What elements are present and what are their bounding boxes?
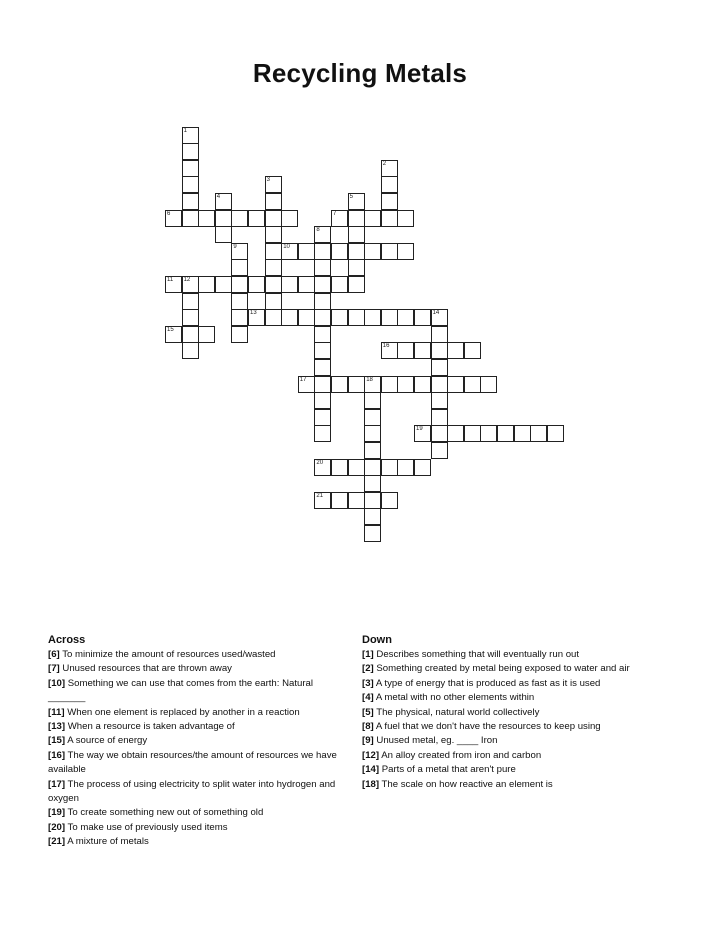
cell-number: 8 [316,227,320,234]
across-clue [48,662,348,676]
grid-cell[interactable] [381,459,398,476]
cell-number: 2 [382,160,387,167]
grid-cell[interactable] [397,210,414,227]
grid-cell[interactable] [314,492,331,509]
clue-number: [8] [362,721,374,733]
page-title: Recycling Metals [252,58,468,88]
grid-cell[interactable] [165,210,182,227]
grid-cell[interactable] [381,176,398,193]
clue-number: [5] [362,706,374,718]
grid-cell[interactable] [447,425,464,442]
grid-cell[interactable] [298,309,315,326]
grid-cell[interactable] [231,293,248,310]
clue-text: The scale on how reactive an element is [379,778,553,790]
grid-cell[interactable] [198,210,215,227]
clue-number: [2] [362,663,374,675]
cell-number: 21 [316,492,324,499]
grid-cell[interactable] [414,459,431,476]
grid-cell[interactable] [348,459,365,476]
grid-cell[interactable] [414,376,431,393]
grid-cell[interactable] [364,459,381,476]
grid-cell[interactable] [182,293,199,310]
grid-cell[interactable] [281,243,298,260]
cell-number: 6 [167,210,171,217]
grid-cell[interactable] [331,376,348,393]
grid-cell[interactable] [348,492,365,509]
clue-number: [20] [48,821,66,833]
cell-number: 7 [333,210,337,217]
grid-cell[interactable] [364,492,381,509]
grid-cell[interactable] [314,392,331,409]
down-heading: Down [362,634,392,646]
grid-cell[interactable] [182,276,199,293]
across-clue [48,648,348,662]
grid-cell[interactable] [248,309,265,326]
clue-number: [14] [362,764,380,776]
clue-text: An alloy created from iron and carbon [379,749,542,761]
grid-cell[interactable] [265,210,282,227]
down-clue [362,706,682,720]
cell-number: 9 [233,243,237,250]
down-clue [362,720,682,734]
grid-cell[interactable] [182,176,199,193]
grid-cell[interactable] [265,293,282,310]
clue-text: A metal with no other elements within [373,692,535,704]
grid-cell[interactable] [381,243,398,260]
grid-cell[interactable] [314,259,331,276]
grid-cell[interactable] [397,309,414,326]
grid-cell[interactable] [314,276,331,293]
grid-cell[interactable] [364,425,381,442]
grid-cell[interactable] [265,176,282,193]
grid-cell[interactable] [231,309,248,326]
grid-cell[interactable] [314,293,331,310]
grid-cell[interactable] [464,342,481,359]
clue-text: A fuel that we don't have the resources to keep using [373,721,601,733]
across-clue [48,677,348,706]
clue-text: Parts of a metal that aren't pure [379,764,516,776]
grid-cell[interactable] [480,425,497,442]
grid-cell[interactable] [248,276,265,293]
grid-cell[interactable] [381,492,398,509]
across-clue [48,778,348,807]
grid-cell[interactable] [364,475,381,492]
clue-number: [10] [48,677,66,689]
grid-cell[interactable] [414,309,431,326]
across-clue [48,835,348,849]
down-clue [362,677,682,691]
clue-text: A mixture of metals [65,836,149,848]
grid-cell[interactable] [314,326,331,343]
grid-cell[interactable] [480,376,497,393]
grid-cell[interactable] [331,459,348,476]
down-clue [362,763,682,777]
grid-cell[interactable] [348,210,365,227]
clue-number: [1] [362,649,374,660]
cell-number: 18 [366,376,373,383]
cell-number: 11 [167,277,174,283]
grid-cell[interactable] [231,259,248,276]
grid-cell[interactable] [381,193,398,210]
clue-text: When a resource is taken advantage of [65,721,235,733]
grid-cell[interactable] [314,359,331,376]
grid-cell[interactable] [182,143,199,160]
clue-number: [6] [48,649,60,660]
clue-text: Unused metal, eg. ____ Iron [373,735,498,747]
grid-cell[interactable] [182,210,199,227]
grid-cell[interactable] [497,425,514,442]
grid-cell[interactable] [182,193,199,210]
cell-number: 1 [183,127,187,134]
across-heading: Across [48,634,86,646]
clue-text: The process of using electricity to split water into hydrogen and oxygen [48,778,336,805]
grid-cell[interactable] [364,376,381,393]
clue-text: When one element is replaced by another in a reaction [64,706,300,718]
grid-cell[interactable] [431,309,448,326]
grid-cell[interactable] [265,193,282,210]
cell-number: 12 [183,277,191,283]
grid-cell[interactable] [464,376,481,393]
clue-text: The physical, natural world collectively [373,706,540,718]
grid-cell[interactable] [231,276,248,293]
grid-cell[interactable] [182,160,199,177]
cell-number: 5 [349,194,353,200]
grid-cell[interactable] [215,193,232,210]
clue-number: [17] [48,778,66,790]
clue-text: Something we can use that comes from the earth: Natural _______ [48,677,314,704]
clue-text: To create something new out of something old [65,807,264,819]
grid-cell[interactable] [298,276,315,293]
grid-cell[interactable] [414,425,431,442]
grid-cell[interactable] [215,210,232,227]
clue-number: [18] [362,778,380,790]
grid-cell[interactable] [198,326,215,343]
grid-cell[interactable] [314,425,331,442]
grid-cell[interactable] [381,210,398,227]
grid-cell[interactable] [265,309,282,326]
grid-cell[interactable] [265,259,282,276]
clue-number: [9] [362,735,374,747]
cell-number: 20 [316,459,324,466]
grid-cell[interactable] [298,243,315,260]
clue-text: A type of energy that is produced as fast as it is used [373,677,601,689]
down-clue-list [362,648,682,792]
grid-cell[interactable] [464,425,481,442]
grid-cell[interactable] [281,210,298,227]
down-clues [362,632,682,792]
grid-cell[interactable] [182,326,199,343]
clue-number: [11] [48,706,65,718]
grid-cell[interactable] [281,309,298,326]
grid-cell[interactable] [364,409,381,426]
grid-cell[interactable] [348,309,365,326]
grid-cell[interactable] [381,309,398,326]
down-clue [362,749,682,763]
across-clue [48,734,348,748]
grid-cell[interactable] [314,226,331,243]
grid-cell[interactable] [397,342,414,359]
grid-cell[interactable] [447,376,464,393]
down-clue [362,691,682,705]
clue-number: [7] [48,663,60,675]
clue-number: [12] [362,749,380,761]
down-clue [362,734,682,748]
grid-cell[interactable] [231,243,248,260]
grid-cell[interactable] [314,376,331,393]
clue-number: [15] [48,735,66,747]
grid-cell[interactable] [381,342,398,359]
cell-number: 4 [216,194,221,200]
grid-cell[interactable] [431,359,448,376]
down-clue [362,662,682,676]
grid-cell[interactable] [431,409,448,426]
clue-text: Unused resources that are thrown away [59,663,232,675]
grid-cell[interactable] [281,276,298,293]
grid-cell[interactable] [431,342,448,359]
grid-cell[interactable] [348,226,365,243]
grid-cell[interactable] [364,442,381,459]
grid-cell[interactable] [231,326,248,343]
across-clue [48,821,348,835]
cell-number: 3 [266,177,270,184]
grid-cell[interactable] [314,309,331,326]
grid-cell[interactable] [447,342,464,359]
grid-cell[interactable] [530,425,547,442]
cell-number: 15 [167,326,174,333]
grid-cell[interactable] [265,226,282,243]
clue-number: [21] [48,836,66,848]
grid-cell[interactable] [265,276,282,293]
cell-number: 19 [416,426,423,433]
grid-cell[interactable] [397,376,414,393]
clue-number: [13] [48,721,66,733]
cell-number: 14 [432,310,440,317]
cell-number: 17 [299,376,307,383]
grid-cell[interactable] [431,425,448,442]
across-clues [48,632,348,850]
clue-number: [19] [48,807,66,819]
cell-number: 16 [382,343,390,350]
clue-text: To make use of previously used items [65,821,228,833]
down-clue [362,648,682,662]
grid-cell[interactable] [331,243,348,260]
grid-cell[interactable] [414,342,431,359]
grid-cell[interactable] [165,326,182,343]
grid-cell[interactable] [397,243,414,260]
grid-cell[interactable] [364,309,381,326]
grid-cell[interactable] [364,243,381,260]
grid-cell[interactable] [314,409,331,426]
down-clue [362,778,682,792]
grid-cell[interactable] [182,309,199,326]
grid-cell[interactable] [397,459,414,476]
grid-cell[interactable] [348,259,365,276]
clue-text: To minimize the amount of resources used/wasted [59,649,276,660]
grid-cell[interactable] [314,243,331,260]
grid-cell[interactable] [381,160,398,177]
grid-cell[interactable] [331,309,348,326]
grid-cell[interactable] [348,376,365,393]
grid-cell[interactable] [198,276,215,293]
clue-text: Something created by metal being exposed to water and air [373,663,630,675]
grid-cell[interactable] [348,243,365,260]
grid-cell[interactable] [331,210,348,227]
grid-cell[interactable] [314,342,331,359]
grid-cell[interactable] [248,210,265,227]
grid-cell[interactable] [182,342,199,359]
across-clue [48,806,348,820]
across-clue [48,749,348,778]
grid-cell[interactable] [431,326,448,343]
grid-cell[interactable] [215,276,232,293]
cell-number: 10 [283,243,290,250]
grid-cell[interactable] [314,459,331,476]
grid-cell[interactable] [298,376,315,393]
clue-text: The way we obtain resources/the amount of resources we have available [48,749,337,776]
grid-cell[interactable] [431,442,448,459]
clue-number: [16] [48,749,66,761]
grid-cell[interactable] [165,276,182,293]
clue-number: [3] [362,677,374,689]
clue-number: [4] [362,692,374,704]
grid-cell[interactable] [231,210,248,227]
grid-cell[interactable] [348,276,365,293]
grid-cell[interactable] [547,425,564,442]
grid-cell[interactable] [364,392,381,409]
clue-text: Describes something that will eventually run out [373,649,580,660]
grid-cell[interactable] [265,243,282,260]
across-clue [48,720,348,734]
grid-cell[interactable] [348,193,365,210]
grid-cell[interactable] [364,525,381,542]
grid-cell[interactable] [364,210,381,227]
grid-cell[interactable] [431,392,448,409]
grid-cell[interactable] [331,276,348,293]
grid-cell[interactable] [381,376,398,393]
grid-cell[interactable] [514,425,531,442]
grid-cell[interactable] [215,226,232,243]
grid-cell[interactable] [331,492,348,509]
clue-text: A source of energy [65,735,148,747]
grid-cell[interactable] [182,127,199,144]
cell-number: 13 [250,310,257,317]
across-clue-list [48,648,348,850]
grid-cell[interactable] [431,376,448,393]
across-clue [48,706,348,720]
grid-cell[interactable] [364,508,381,525]
